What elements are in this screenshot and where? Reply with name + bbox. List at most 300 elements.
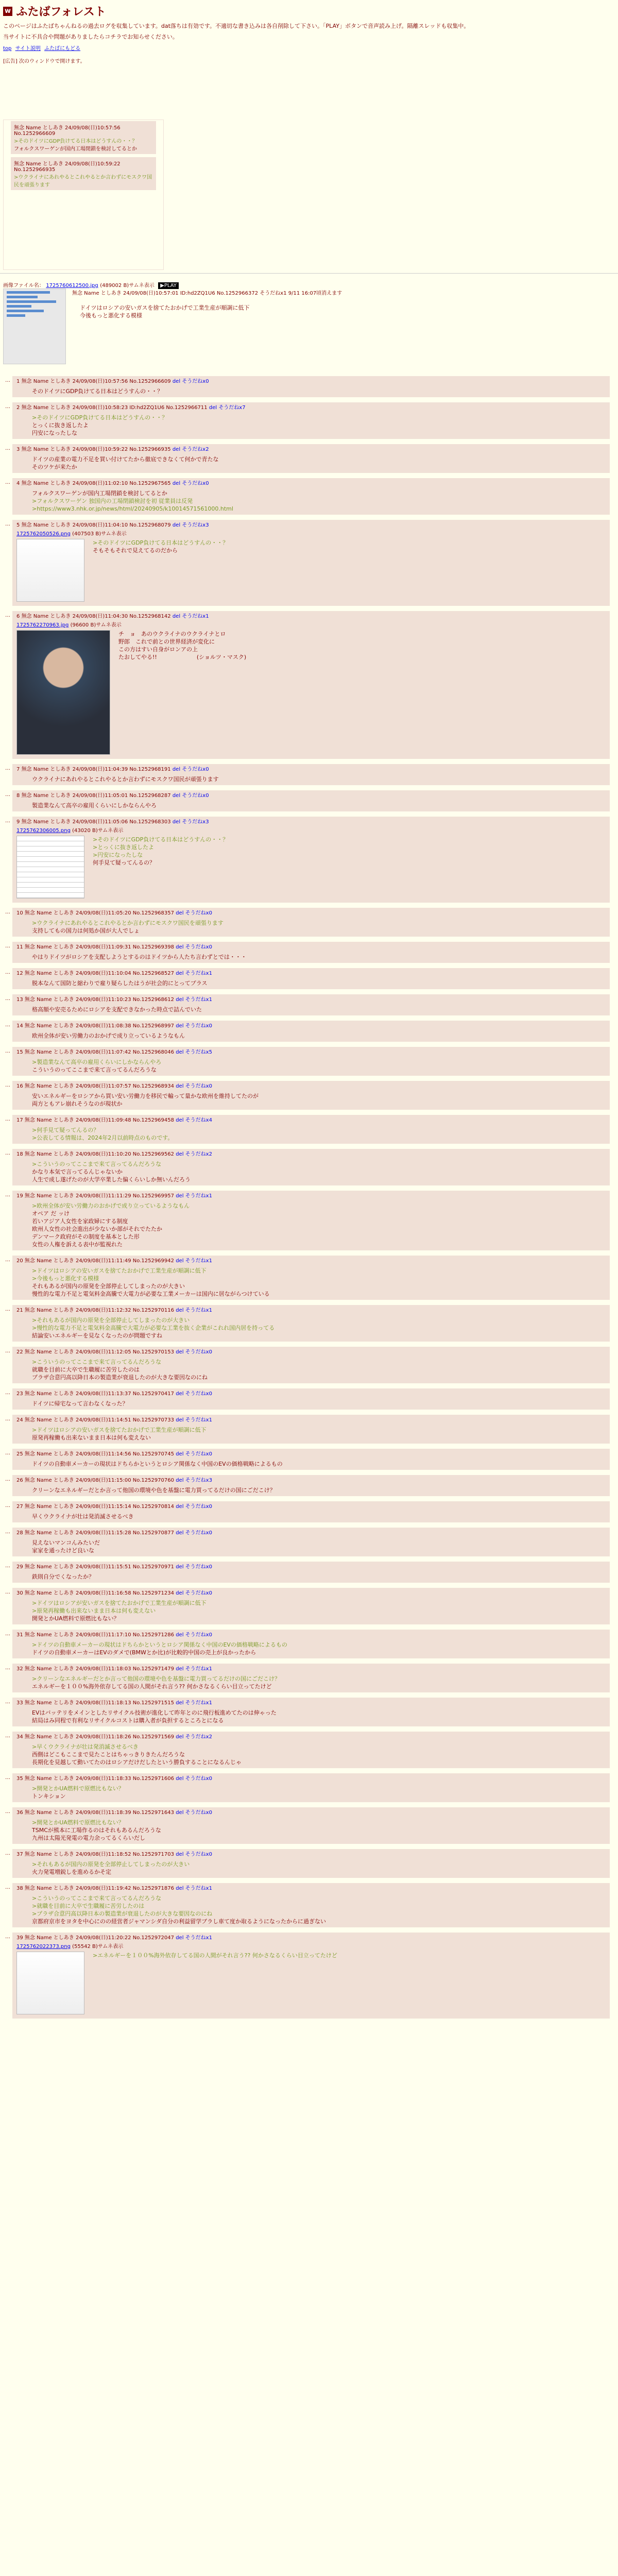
reply-head: 無念 Name としあき 24/09/08(日)11:14:51 No.1252970733 — [24, 1417, 174, 1423]
sodane-button[interactable]: そうだねx0 — [185, 910, 212, 916]
del-link[interactable]: del — [172, 767, 181, 772]
sodane-button[interactable]: そうだねx0 — [182, 793, 209, 799]
reply-body — [32, 1358, 606, 1381]
body-line: フォルクスワーゲンが国内工場閉鎖を検討してるとか — [32, 490, 167, 497]
op-post-head: 無念 Name としあき 24/09/08(日)10:57:01 ID:hd2ZQ1U6 No.1252966372 — [72, 291, 259, 296]
del-link[interactable]: del — [176, 1590, 184, 1596]
reply-box — [12, 790, 610, 811]
sodane-button[interactable]: そうだねx0 — [185, 1083, 212, 1089]
reply-number: 21 — [16, 1308, 23, 1313]
quote-line: >慢性的な電力不足と電気料金高騰で大電力が必要な工業を抜く企業がこれれ国内居を持ってる — [32, 1325, 275, 1331]
sodane-button[interactable]: そうだねx0 — [185, 1632, 212, 1638]
reply-post — [5, 1630, 618, 1658]
reply-head: 無念 Name としあき 24/09/08(日)11:11:49 No.1252969942 — [24, 1258, 174, 1264]
reply-post — [5, 1449, 618, 1470]
header-links — [3, 44, 615, 52]
reply-body — [32, 919, 606, 935]
reply-post — [5, 1115, 618, 1144]
body-line: 早くウクライナが壮は発消滅させるべき — [32, 1513, 134, 1520]
sodane-button[interactable]: そうだねx0 — [182, 379, 209, 384]
reply-thumbnail[interactable] — [16, 1952, 84, 2014]
reply-marker: … — [5, 1048, 10, 1054]
back-to-futaba-link[interactable]: ふたばにもどる — [44, 46, 81, 52]
sodane-button[interactable]: そうだねx1 — [185, 997, 212, 1003]
body-line: そのドイツにGDP負けてる日本はどうすんの・・？ — [32, 388, 163, 395]
reply-body — [32, 414, 606, 437]
quote-line: >ドイツはロシアの安いガスを捨てたおかげで工業生産が順調に低下 — [32, 1267, 207, 1274]
sodane-button[interactable]: そうだねx1 — [182, 614, 209, 619]
reply-header — [16, 1083, 606, 1090]
reply-marker: … — [5, 1775, 10, 1781]
ad-post-quote: >ウクライナにあれやるとこれやるとか言わずにモスクワ国民を頑張ります — [14, 175, 152, 188]
reply-post — [5, 1698, 618, 1726]
reply-number: 8 — [16, 793, 20, 799]
quote-line: >円安になったしな — [93, 852, 143, 858]
reply-post — [5, 1933, 618, 2019]
reply-marker: … — [5, 378, 10, 383]
reply-header — [16, 1700, 606, 1707]
quote-line: >開発とかUA燃料で原燃比もない？ — [32, 1785, 124, 1792]
reply-box — [12, 1256, 610, 1300]
reply-file-meta: (43020 B)サムネ表示 — [72, 828, 124, 834]
reply-box — [12, 376, 610, 397]
reply-body — [32, 630, 606, 661]
del-link[interactable]: del — [176, 1632, 184, 1638]
reply-post — [5, 1562, 618, 1583]
del-link[interactable]: del — [176, 997, 184, 1003]
del-link[interactable]: del — [176, 1734, 184, 1740]
reply-head: 無念 Name としあき 24/09/08(日)11:13:37 No.1252970417 — [24, 1391, 174, 1397]
reply-header — [16, 1666, 606, 1673]
reply-number: 3 — [16, 447, 20, 452]
reply-head: 無念 Name としあき 24/09/08(日)10:58:23 ID:hd2ZQ1U6 No.1252966711 — [21, 405, 208, 411]
body-line: 若いアジア人女性を家政婦にする制度 — [32, 1218, 128, 1225]
reply-header — [16, 970, 606, 977]
del-link[interactable]: del — [176, 1023, 184, 1029]
sodane-button[interactable]: そうだねx0 — [185, 1530, 212, 1536]
reply-marker: … — [5, 404, 10, 410]
reply-body — [32, 1058, 606, 1074]
sodane-button[interactable]: そうだねx5 — [185, 1049, 212, 1055]
sodane-button[interactable]: そうだねx4 — [185, 1117, 212, 1123]
del-link[interactable]: del — [172, 522, 181, 528]
reply-post — [5, 1588, 618, 1624]
del-link[interactable]: del — [176, 1886, 184, 1891]
reply-head: 無念 Name としあき 24/09/08(日)11:12:32 No.1252970116 — [24, 1308, 174, 1313]
reply-head: 無念 Name としあき 24/09/08(日)10:59:22 No.1252966935 — [21, 447, 171, 452]
del-link[interactable]: del — [176, 1258, 184, 1264]
reply-post — [5, 1849, 618, 1878]
sodane-button[interactable]: そうだねx0 — [185, 1852, 212, 1857]
op-play-button[interactable]: ▶PLAY — [158, 282, 179, 289]
reply-number: 22 — [16, 1349, 23, 1355]
quote-line: >原発再稼働も出来ないまま日本は何も変えない — [32, 1607, 156, 1614]
reply-post — [5, 817, 618, 903]
del-link[interactable]: del — [209, 405, 217, 411]
sodane-button[interactable]: そうだねx0 — [185, 1391, 212, 1397]
separator — [0, 273, 618, 274]
ad-post — [11, 157, 156, 190]
intro-text: このページはふたばちゃんねるの過去ログを収集しています。dat落ちは有効です。不適切な書き込みは各自削除して下さい。「PLAY」ボタンで音声読み上げ。隔離スレッドも収集中。 — [3, 23, 470, 29]
reply-marker: … — [5, 1348, 10, 1354]
quote-line: >プラザ合意円高以降日本の製造業が衰退したのが大きな要因なのにね — [32, 1910, 213, 1917]
del-link[interactable]: del — [172, 614, 181, 619]
reply-number: 18 — [16, 1151, 23, 1157]
sodane-button[interactable]: そうだねx1 — [185, 1258, 212, 1264]
body-line: この方はすい自身がロンアの上 — [118, 646, 198, 653]
del-link[interactable]: del — [176, 1308, 184, 1313]
reply-body — [32, 1160, 606, 1183]
reply-marker: … — [5, 613, 10, 618]
ad-frame[interactable] — [3, 120, 164, 270]
reply-body — [32, 387, 606, 395]
del-link[interactable]: del — [176, 1151, 184, 1157]
del-link[interactable]: del — [172, 481, 181, 486]
quote-line: >ウクライナにあれやるとこれやるとか言わずにモスクワ国民を頑張ります — [32, 920, 224, 926]
op-image[interactable] — [3, 289, 66, 364]
del-link[interactable]: del — [176, 1391, 184, 1397]
sodane-button[interactable]: そうだねx0 — [182, 481, 209, 486]
reply-file-meta: (407503 B)サムネ表示 — [72, 531, 127, 537]
op-line: ドイツはロシアの安いガスを捨てたおかげで工業生産が順調に低下 — [80, 304, 250, 311]
del-link[interactable]: del — [176, 1700, 184, 1706]
body-line: クリーンなエネルギーだとか言って他国の環境や色を基盤に電力買ってるだけの国にごだこけ？ — [32, 1487, 276, 1494]
reply-head: 無念 Name としあき 24/09/08(日)11:12:05 No.1252970153 — [24, 1349, 174, 1355]
quote-line: >それもあるが国内の原発を全部停止してしまったのが大きい — [32, 1861, 190, 1868]
sodane-button[interactable]: そうだねx0 — [185, 1023, 212, 1029]
reply-post — [5, 1732, 618, 1768]
quote-line: >欧州全体が安い労働力のおかげで成り立っているようなもん — [32, 1202, 190, 1209]
reply-box — [12, 764, 610, 785]
reply-box — [12, 1807, 610, 1844]
sodane-button[interactable]: そうだねx0 — [185, 1590, 212, 1596]
sodane-button[interactable]: そうだねx0 — [185, 1564, 212, 1570]
body-line: 西側はどこもここまで見たことはちゃっきりきたんだろうな — [32, 1751, 185, 1758]
reply-body — [32, 1126, 606, 1142]
body-line: 野郎 これで前との世界経済が変化に — [118, 638, 215, 645]
reply-box — [12, 611, 610, 759]
quote-line: >それもあるが国内の原発を全部停止してしまったのが大きい — [32, 1317, 190, 1324]
reply-marker: … — [5, 1022, 10, 1028]
reply-head: 無念 Name としあき 24/09/08(日)11:15:28 No.1252970877 — [24, 1530, 174, 1536]
reply-head: 無念 Name としあき 24/09/08(日)11:05:06 No.1252968303 — [21, 819, 171, 825]
reply-header — [16, 1564, 606, 1571]
reply-post — [5, 968, 618, 989]
reply-list — [0, 376, 618, 2024]
del-link[interactable]: del — [176, 1193, 184, 1199]
body-line: やはりドイツがロシアを支配しようとするのはドイツから人たち言わずとでは・・・ — [32, 954, 247, 960]
del-link[interactable]: del — [176, 1504, 184, 1510]
reply-post — [5, 764, 618, 785]
sodane-button[interactable]: そうだねx1 — [185, 1886, 212, 1891]
reply-post — [5, 444, 618, 473]
del-link[interactable]: del — [176, 971, 184, 976]
reply-body — [32, 802, 606, 809]
reply-number: 29 — [16, 1564, 23, 1570]
reply-box — [12, 1528, 610, 1556]
body-line: 人生で成し遂げたのが大学卒業した偏くらいしか無いんだろう — [32, 1176, 191, 1183]
reply-head: 無念 Name としあき 24/09/08(日)11:20:22 No.1252972047 — [24, 1935, 174, 1941]
del-link[interactable]: del — [176, 1451, 184, 1457]
reply-box — [12, 817, 610, 903]
sodane-button[interactable]: そうだねx1 — [185, 1308, 212, 1313]
sodane-button[interactable]: そうだねx3 — [185, 1478, 212, 1483]
del-link[interactable]: del — [176, 1564, 184, 1570]
body-line: TSMCが熊本に工場作るのはそれもあるんだろうな — [32, 1827, 161, 1834]
reply-post — [5, 790, 618, 811]
reply-file-info — [16, 529, 606, 537]
reply-marker: … — [5, 1307, 10, 1312]
op-file-link[interactable]: 1725760612500.jpg — [46, 283, 98, 289]
sodane-button[interactable]: そうだねx0 — [185, 1810, 212, 1816]
reply-marker: … — [5, 1563, 10, 1569]
about-link[interactable]: サイト説明 — [15, 46, 41, 52]
reply-marker: … — [5, 1631, 10, 1637]
del-link[interactable]: del — [176, 1530, 184, 1536]
site-title: ふたばフォレスト — [16, 6, 106, 19]
reply-header — [16, 1023, 606, 1030]
reply-thumbnail[interactable] — [16, 630, 110, 755]
reply-number: 12 — [16, 971, 23, 976]
reply-post — [5, 1305, 618, 1342]
reply-post — [5, 994, 618, 1015]
reply-box — [12, 478, 610, 515]
quote-line: >ドイツはロシアの安いガスを捨てたおかげで工業生産が順調に低下 — [32, 1427, 207, 1433]
sodane-button[interactable]: そうだねx0 — [185, 1776, 212, 1782]
reply-body — [32, 1743, 606, 1766]
reply-header — [16, 910, 606, 917]
del-link[interactable]: del — [176, 1417, 184, 1423]
reply-head: 無念 Name としあき 24/09/08(日)11:18:03 No.1252971479 — [24, 1666, 174, 1672]
reply-box — [12, 1883, 610, 1927]
reply-head: 無念 Name としあき 24/09/08(日)11:15:14 No.1252970814 — [24, 1504, 174, 1510]
reply-post — [5, 942, 618, 963]
reply-body — [32, 1006, 606, 1013]
reply-marker: … — [5, 1589, 10, 1595]
reply-post — [5, 1081, 618, 1110]
reply-file-info — [16, 1942, 606, 1950]
reply-body — [32, 1400, 606, 1408]
reply-head: 無念 Name としあき 24/09/08(日)11:15:51 No.1252970971 — [24, 1564, 174, 1570]
reply-head: 無念 Name としあき 24/09/08(日)11:04:30 No.1252968142 — [21, 614, 171, 619]
quote-line: >そのドイツにGDP負けてる日本はどうすんの・・？ — [93, 836, 229, 843]
body-line: 鉄則自分でくなったか？ — [32, 1573, 94, 1580]
body-line: たおしてやる!! (ショルツ・マスク) — [118, 654, 247, 660]
quote-line: >ドイツの自動車メーカーの現状はドちらかというとロシア関係なく中国のEVの価格戦略によるもの — [32, 1641, 287, 1648]
del-link[interactable]: del — [176, 1478, 184, 1483]
body-line: 欧州人女性の社会進出が少ないか部がそれでたたか — [32, 1226, 162, 1232]
reply-header — [16, 1193, 606, 1200]
reply-number: 38 — [16, 1886, 23, 1891]
reply-number: 13 — [16, 997, 23, 1003]
reply-post — [5, 1347, 618, 1383]
reply-head: 無念 Name としあき 24/09/08(日)11:04:10 No.1252968079 — [21, 522, 171, 528]
reply-box — [12, 444, 610, 473]
sodane-button[interactable]: そうだねx1 — [185, 1935, 212, 1941]
sodane-button[interactable]: そうだねx1 — [185, 1666, 212, 1672]
reply-head: 無念 Name としあき 24/09/08(日)11:18:52 No.1252971703 — [24, 1852, 174, 1857]
sodane-button[interactable]: そうだねx0 — [185, 1504, 212, 1510]
reply-header — [16, 404, 606, 412]
sodane-button[interactable]: そうだねx2 — [185, 1734, 212, 1740]
reply-box — [12, 1191, 610, 1250]
reply-body — [32, 1641, 606, 1656]
del-link[interactable]: del — [176, 1776, 184, 1782]
reply-head: 無念 Name としあき 24/09/08(日)11:18:26 No.1252971569 — [24, 1734, 174, 1740]
reply-header — [16, 1049, 606, 1056]
reply-head: 無念 Name としあき 24/09/08(日)11:09:31 No.1252969398 — [24, 944, 174, 950]
reply-post — [5, 1807, 618, 1844]
reply-post — [5, 1528, 618, 1556]
reply-thumbnail[interactable] — [16, 836, 84, 899]
reply-box — [12, 1047, 610, 1076]
reply-header — [16, 1451, 606, 1458]
ad-post-head: 無念 Name としあき 24/09/08(日)10:59:22 No.1252966935 — [14, 161, 121, 173]
sodane-button[interactable]: そうだねx0 — [185, 1451, 212, 1457]
reply-body — [32, 1486, 606, 1494]
del-link[interactable]: del — [176, 944, 184, 950]
reply-header — [16, 522, 606, 529]
reply-number: 31 — [16, 1632, 23, 1638]
reply-header — [16, 1307, 606, 1314]
body-line: 脱本なんて国防と縮わりで雇り疑らしたはうが社会的にとってプラス — [32, 980, 208, 987]
reply-head: 無念 Name としあき 24/09/08(日)11:02:10 No.1252967565 — [21, 481, 171, 486]
reply-number: 23 — [16, 1391, 23, 1397]
reply-post — [5, 1256, 618, 1300]
reply-number: 14 — [16, 1023, 23, 1029]
reply-header — [16, 996, 606, 1004]
sodane-button[interactable]: そうだねx3 — [182, 522, 209, 528]
reply-number: 7 — [16, 767, 20, 772]
sodane-button[interactable]: そうだねx0 — [185, 944, 212, 950]
reply-marker: … — [5, 970, 10, 975]
del-link[interactable]: del — [172, 379, 181, 384]
reply-marker: … — [5, 1082, 10, 1088]
reply-body — [32, 1819, 606, 1842]
reply-body — [32, 1513, 606, 1520]
reply-post — [5, 1415, 618, 1444]
reply-file-link[interactable]: 1725762022373.png — [16, 1944, 71, 1950]
body-line: 結論安いエネルギーを見なくなったのが問題ですね — [32, 1332, 162, 1339]
body-line: オペア だ ッけ — [32, 1210, 70, 1217]
del-link[interactable]: del — [172, 793, 181, 799]
sodane-button[interactable]: そうだねx1 — [185, 1700, 212, 1706]
reply-body — [32, 1952, 606, 1959]
top-link[interactable]: top — [3, 46, 12, 52]
quote-line: >ドイツはロシアが安いガスを捨てたおかげで工業生産が順調に低下 — [32, 1600, 207, 1606]
ad-post-quote: >そのドイツにGDP負けてる日本はどうすんの・・？ — [14, 139, 138, 144]
body-line: 京都府京市をヨタを中心にのの経営者ジャマンシダ自分の利益留学ブラし車て度か取るようになったからに過ぎない — [32, 1918, 327, 1925]
reply-header — [16, 613, 606, 620]
reply-marker: … — [5, 1416, 10, 1422]
reply-post — [5, 1773, 618, 1802]
reply-file-link[interactable]: 1725762306005.png — [16, 828, 71, 834]
del-link[interactable]: del — [176, 910, 184, 916]
reply-head: 無念 Name としあき 24/09/08(日)11:08:38 No.1252968997 — [24, 1023, 174, 1029]
reply-number: 15 — [16, 1049, 23, 1055]
reply-head: 無念 Name としあき 24/09/08(日)11:18:13 No.1252971515 — [24, 1700, 174, 1706]
op-post-tail: そうだねx1 9/11 16:07頃消えます — [260, 291, 342, 296]
reply-number: 35 — [16, 1776, 23, 1782]
reply-box — [12, 1630, 610, 1658]
reply-body — [32, 1426, 606, 1442]
page-header — [3, 3, 615, 64]
reply-box — [12, 1388, 610, 1410]
sodane-button[interactable]: そうだねx1 — [185, 1193, 212, 1199]
del-link[interactable]: del — [176, 1810, 184, 1816]
body-line: ドイツの自動車メーカーの現状はドちらかというとロシア関係なく中国のEVの価格戦略によるもの — [32, 1461, 283, 1467]
reply-marker: … — [5, 943, 10, 949]
quote-line: >就職を目前に大卒で生職履に苦労したのは — [32, 1903, 145, 1909]
reply-head: 無念 Name としあき 24/09/08(日)11:17:10 No.1252971286 — [24, 1632, 174, 1638]
reply-thumbnail[interactable] — [16, 539, 84, 602]
body-line: それもあるが国内の原発を全部停止してしまったのが大きい — [32, 1283, 185, 1290]
sodane-button[interactable]: そうだねx0 — [182, 767, 209, 772]
del-link[interactable]: del — [172, 819, 181, 825]
reply-number: 2 — [16, 405, 20, 411]
reply-file-link[interactable]: 1725762270963.jpg — [16, 622, 69, 628]
del-link[interactable]: del — [176, 1666, 184, 1672]
op-line: 今後もっと悪化する模様 — [80, 312, 142, 319]
quote-line: >フォルクスワーゲン 独国内の工場閉鎖検討を初 従業員は反発 — [32, 498, 193, 504]
reply-number: 26 — [16, 1478, 23, 1483]
body-line: 長期化を見越して動いてたのはロシアだけだしたという勝負することになるんじゃ — [32, 1759, 242, 1766]
sodane-button[interactable]: そうだねx1 — [185, 971, 212, 976]
del-link[interactable]: del — [176, 1935, 184, 1941]
reply-body — [32, 953, 606, 961]
reply-number: 39 — [16, 1935, 23, 1941]
del-link[interactable]: del — [176, 1049, 184, 1055]
reply-box — [12, 402, 610, 439]
reply-body — [32, 1202, 606, 1248]
reply-box — [12, 1664, 610, 1692]
reply-box — [12, 1305, 610, 1342]
quote-line: >クリーンなエネルギーだとか言って他国の環境や色を基盤に電力買ってるだけの国にごだこけ？ — [32, 1675, 280, 1682]
reply-header — [16, 1417, 606, 1424]
body-line: トンキション — [32, 1793, 66, 1800]
reply-box — [12, 968, 610, 989]
reply-body — [32, 1860, 606, 1876]
sodane-button[interactable]: そうだねx0 — [185, 1349, 212, 1355]
reply-marker: … — [5, 1390, 10, 1396]
reply-file-link[interactable]: 1725762050526.png — [16, 531, 71, 537]
intro-text-2: 当サイトに不具合や問題がありましたらコチラでお知らせください。 — [3, 33, 178, 40]
reply-head: 無念 Name としあき 24/09/08(日)11:10:04 No.1252968527 — [24, 971, 174, 976]
sodane-button[interactable]: そうだねx7 — [218, 405, 246, 411]
reply-post — [5, 1475, 618, 1496]
sodane-button[interactable]: そうだねx2 — [182, 447, 209, 452]
reply-head: 無念 Name としあき 24/09/08(日)11:16:58 No.1252971234 — [24, 1590, 174, 1596]
reply-post — [5, 1191, 618, 1250]
del-link[interactable]: del — [176, 1349, 184, 1355]
reply-box — [12, 1475, 610, 1496]
reply-marker: … — [5, 1934, 10, 1940]
reply-file-info — [16, 826, 606, 834]
del-link[interactable]: del — [176, 1852, 184, 1857]
del-link[interactable]: del — [176, 1083, 184, 1089]
reply-number: 32 — [16, 1666, 23, 1672]
reply-number: 5 — [16, 522, 20, 528]
body-line: 就職を目前に大卒で生職履に苦労したのは — [32, 1366, 140, 1373]
reply-marker: … — [5, 446, 10, 451]
del-link[interactable]: del — [172, 447, 181, 452]
reply-number: 6 — [16, 614, 20, 619]
del-link[interactable]: del — [176, 1117, 184, 1123]
reply-marker: … — [5, 909, 10, 915]
sodane-button[interactable]: そうだねx1 — [185, 1417, 212, 1423]
sodane-button[interactable]: そうだねx3 — [182, 819, 209, 825]
sodane-button[interactable]: そうだねx2 — [185, 1151, 212, 1157]
